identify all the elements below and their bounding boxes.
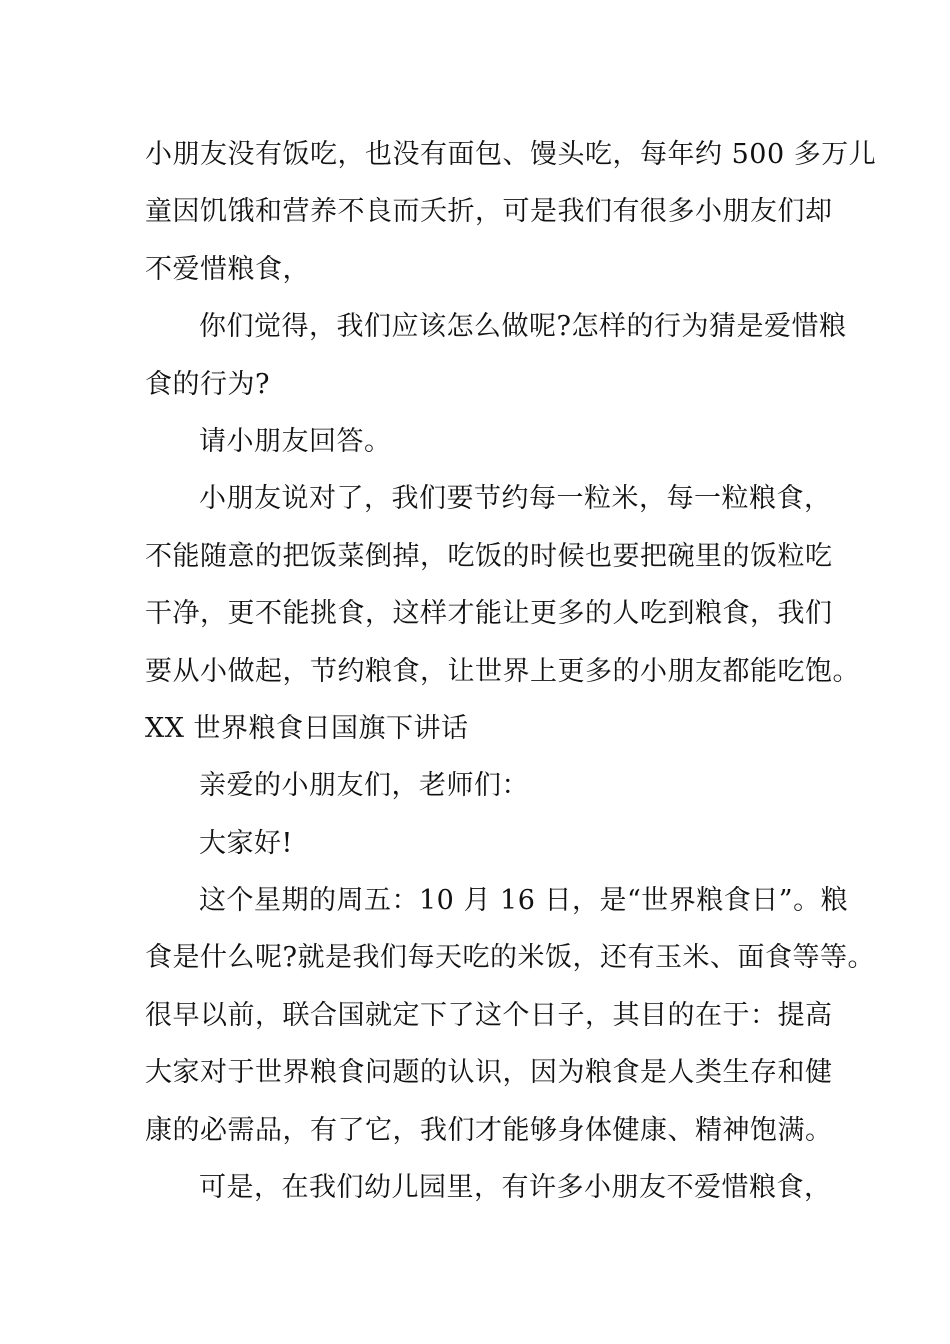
text-line: 食是什么呢?就是我们每天吃的米饭，还有玉米、面食等等。 xyxy=(145,942,875,974)
text-line: 康的必需品，有了它，我们才能够身体健康、精神饱满。 xyxy=(145,1114,833,1146)
text-line: 不爱惜粮食， xyxy=(145,253,310,285)
text-line: 小朋友说对了，我们要节约每一粒米，每一粒粮食， xyxy=(199,483,832,515)
text-line: 不能随意的把饭菜倒掉，吃饭的时候也要把碗里的饭粒吃 xyxy=(145,540,833,572)
text-line: 小朋友没有饭吃，也没有面包、馒头吃，每年约 500 多万儿 xyxy=(145,139,877,170)
text-line: 可是，在我们幼儿园里，有许多小朋友不爱惜粮食， xyxy=(199,1172,832,1204)
text-line: 大家好! xyxy=(199,827,293,859)
text-line: 童因饥饿和营养不良而夭折，可是我们有很多小朋友们却 xyxy=(145,196,833,228)
text-line: 你们觉得，我们应该怎么做呢?怎样的行为猜是爱惜粮 xyxy=(199,311,847,343)
text-line: 大家对于世界粮食问题的认识，因为粮食是人类生存和健 xyxy=(145,1057,833,1089)
text-line: 很早以前，联合国就定下了这个日子，其目的在于：提高 xyxy=(145,999,833,1031)
text-line: 干净，更不能挑食，这样才能让更多的人吃到粮食，我们 xyxy=(145,598,833,630)
text-line: 请小朋友回答。 xyxy=(199,425,392,457)
section-heading: XX 世界粮食日国旗下讲话 xyxy=(145,712,469,744)
text-line: 食的行为? xyxy=(145,368,270,400)
document-body xyxy=(145,126,877,1216)
text-line: 要从小做起，节约粮食，让世界上更多的小朋友都能吃饱。 xyxy=(145,655,860,687)
text-line: 亲爱的小朋友们，老师们： xyxy=(199,770,529,802)
text-line: 这个星期的周五：10 月 16 日，是“世界粮食日”。粮 xyxy=(199,885,849,917)
